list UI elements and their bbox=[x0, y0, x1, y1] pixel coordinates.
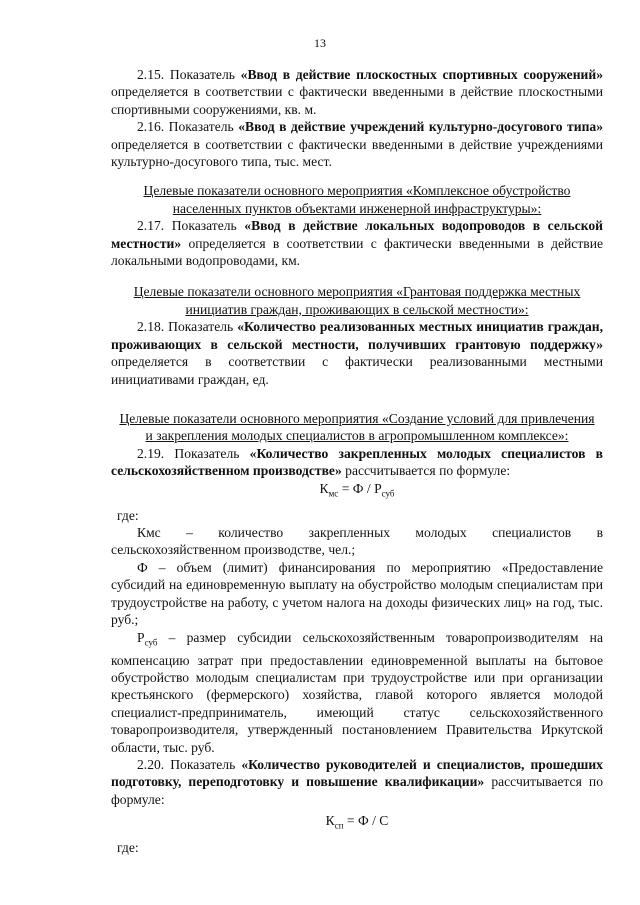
paragraph-text: рассчитывается по формуле: bbox=[341, 463, 511, 479]
paragraph-lead: 2.19. Показатель bbox=[137, 445, 250, 461]
formula-expression: = Ф / С bbox=[343, 813, 389, 829]
document-body bbox=[111, 66, 603, 857]
indicator-name: «Количество закрепленных молодых специалистов в сельскохозяйственном производстве» bbox=[111, 445, 603, 479]
page-number: 13 bbox=[314, 36, 326, 50]
paragraph-text: определяется в соответствии с фактически реализованными местными инициативами граждан, ед. bbox=[111, 354, 603, 387]
indicator-name: «Ввод в действие плоскостных спортивных сооружений» bbox=[240, 67, 603, 82]
formula-ksp bbox=[111, 812, 603, 835]
definition-text: – размер субсидии сельскохозяйственным товаропроизводителям на компенсацию затрат при предоставлении единовременной выплаты на бытовое обустройство молодым специалистам при трудоустройстве или при организации крестьянского (фермерского) хозяйства, главой которого является молодой специалист-предприниматель, имеющий статус сельскохозяйственного товаропроизводителя, утвержденный постановлением Правительства Иркутской области, тыс. руб. bbox=[111, 629, 603, 755]
paragraph-lead: 2.18. Показатель bbox=[137, 319, 238, 335]
formula-symbol: К bbox=[319, 480, 329, 496]
formula-subscript: мс bbox=[328, 488, 339, 499]
paragraph-2-20 bbox=[111, 756, 603, 808]
paragraph-text: определяется в соответствии с фактически введенными в действие плоскостными спортивными сооружениями, кв. м. bbox=[111, 84, 603, 117]
where-label: где: bbox=[117, 507, 139, 523]
definition-subscript: суб bbox=[144, 637, 158, 648]
indicator-name: «Ввод в действие локальных водопроводов в сельской местности» bbox=[111, 218, 603, 251]
section-heading-grants: Целевые показатели основного мероприятия «Грантовая поддержка местных инициатив граждан, проживающих в сельской местности»: bbox=[133, 284, 581, 317]
paragraph-text: рассчитывается по формуле: bbox=[111, 774, 603, 807]
paragraph-lead: 2.15. Показатель bbox=[137, 67, 241, 82]
formula-symbol: К bbox=[325, 813, 335, 829]
indicator-name: «Количество руководителей и специалистов, прошедших подготовку, переподготовку и повышение квалификации» bbox=[111, 757, 603, 790]
definition-rsub bbox=[111, 629, 603, 757]
formula-expression: = Ф / Р bbox=[338, 480, 382, 496]
definition-symbol: Р bbox=[137, 629, 145, 645]
formula-subscript: суб bbox=[381, 488, 395, 499]
paragraph-text: определяется в соответствии с фактически введенными в действие учреждениями культурно-досугового типа, тыс. мест. bbox=[111, 136, 603, 170]
paragraph-2-17 bbox=[111, 217, 603, 269]
paragraph-2-18 bbox=[111, 318, 603, 388]
paragraph-2-15 bbox=[111, 66, 603, 118]
paragraph-text: определяется в соответствии с фактически введенными в действие локальными водопроводами, км. bbox=[111, 235, 603, 269]
paragraph-lead: 2.20. Показатель bbox=[137, 757, 242, 773]
where-label: где: bbox=[117, 840, 139, 856]
indicator-name: «Количество реализованных местных инициатив граждан, проживающих в сельской местности, получивших грантовую поддержку» bbox=[111, 319, 604, 352]
definition-f: Ф – объем (лимит) финансирования по мероприятию «Предоставление субсидий на единовременную выплату на обустройство молодым специалистам при трудоустройстве на работу, с учетом налога на доходы физических лиц» на год, тыс. руб.; bbox=[111, 559, 603, 628]
paragraph-lead: 2.16. Показатель bbox=[137, 119, 239, 135]
paragraph-lead: 2.17. Показатель bbox=[137, 218, 245, 234]
section-heading-infrastructure: Целевые показатели основного мероприятия «Комплексное обустройство населенных пунктов объектами инженерной инфраструктуры»: bbox=[143, 183, 571, 216]
paragraph-2-16 bbox=[111, 118, 603, 170]
formula-subscript: сп bbox=[334, 821, 344, 831]
formula-kms bbox=[111, 480, 603, 503]
section-heading-specialists: Целевые показатели основного мероприятия «Создание условий для привлечения и закрепления молодых специалистов в агропромышленном комплексе»: bbox=[119, 410, 595, 444]
definition-kms: Кмс – количество закрепленных молодых специалистов в сельскохозяйственном производстве, чел.; bbox=[111, 525, 603, 558]
paragraph-2-19 bbox=[111, 445, 603, 480]
indicator-name: «Ввод в действие учреждений культурно-досугового типа» bbox=[238, 119, 603, 135]
